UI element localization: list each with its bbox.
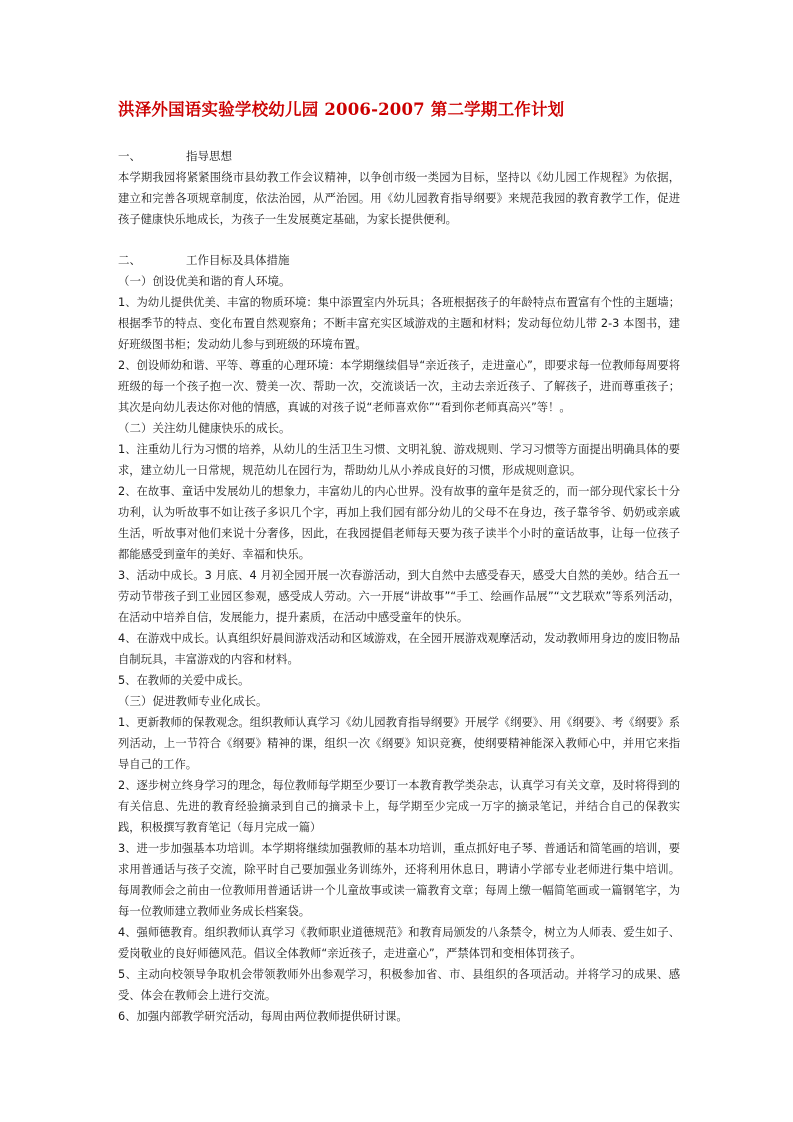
subsection-2-item: 3、活动中成长。3 月底、4 月初全园开展一次春游活动，到大自然中去感受春天，感受大自然的美妙。结合五一劳动节带孩子到工业园区参观，感受成人劳动。六一开展“讲故事”“手工、绘画作品展”“文艺联欢”等系列活动，在活动中培养自信，发展能力，提升素质，在活动中感受童年的快乐。: [118, 569, 680, 624]
subsection-3-item: 5、主动向校领导争取机会带领教师外出参观学习，积极参加省、市、县组织的各项活动。并将学习的成果、感受、体会在教师会上进行交流。: [118, 968, 680, 1002]
subsection-2-heading: （二）关注幼儿健康快乐的成长。: [118, 421, 291, 435]
section-2-heading: [118, 250, 680, 271]
section-1-title: 指导思想: [186, 149, 232, 163]
document-title: 洪泽外国语实验学校幼儿园 2006-2007 第二学期工作计划: [118, 100, 565, 119]
subsection-3-item: 6、加强内部教学研究活动，每周由两位教师提供研讨课。: [118, 1010, 408, 1023]
section-2-title: 工作目标及具体措施: [186, 253, 290, 267]
subsection-1-heading: （一）创设优美和谐的育人环境。: [118, 274, 291, 288]
section-1-number: 一、: [118, 149, 141, 163]
subsection-2-item: 5、在教师的关爱中成长。: [118, 674, 250, 687]
subsection-2-item: 1、注重幼儿行为习惯的培养，从幼儿的生活卫生习惯、文明礼貌、游戏规则、学习习惯等方面提出明确具体的要求，建立幼儿一日常规，规范幼儿在园行为，帮助幼儿从小养成良好的习惯，形成规则意识。: [118, 443, 680, 477]
subsection-1-item: 1、为幼儿提供优美、丰富的物质环境：集中添置室内外玩具；各班根据孩子的年龄特点布置富有个性的主题墙；根据季节的特点、变化布置自然观察角；不断丰富充实区域游戏的主题和材料；发动每位幼儿带 2-3 本图书，建好班级图书柜；发动幼儿参与到班级的环境布置。: [118, 296, 680, 351]
subsection-3-item: 1、更新教师的保教观念。组织教师认真学习《幼儿园教育指导纲要》开展学《纲要》、用《纲要》、考《纲要》系列活动，上一节符合《纲要》精神的课，组织一次《纲要》知识竞赛，使纲要精神能深入教师心中，并用它来指导自己的工作。: [118, 716, 680, 771]
subsection-3-item: 3、进一步加强基本功培训。本学期将继续加强教师的基本功培训，重点抓好电子琴、普通话和简笔画的培训，要求用普通话与孩子交流，除平时自己要加强业务训练外，还将利用休息日，聘请小学部专业老师进行集中培训。每周教师会之前由一位教师用普通话讲一个儿童故事或读一篇教育文章；每周上缴一幅简笔画或一篇钢笔字，为每一位教师建立教师业务成长档案袋。: [118, 842, 680, 918]
subsection-3-item: 4、强师德教育。组织教师认真学习《教师职业道德规范》和教育局颁发的八条禁令，树立为人师表、爱生如子、爱岗敬业的良好师德风范。倡议全体教师“亲近孩子，走进童心”，严禁体罚和变相体罚孩子。: [118, 926, 680, 960]
subsection-2-item: 2、在故事、童话中发展幼儿的想象力，丰富幼儿的内心世界。没有故事的童年是贫乏的，而一部分现代家长十分功利，认为听故事不如让孩子多识几个字，再加上我们园有部分幼儿的父母不在身边，孩子靠爷爷、奶奶或亲戚生活，听故事对他们来说十分奢侈，因此，在我园提倡老师每天要为孩子读半个小时的童话故事，让每一位孩子都能感受到童年的美好、幸福和快乐。: [118, 485, 680, 561]
subsection-1-item: 2、创设师幼和谐、平等、尊重的心理环境：本学期继续倡导“亲近孩子，走进童心”，即要求每一位教师每周要将班级的每一个孩子抱一次、赞美一次、帮助一次，交流谈话一次，主动去亲近孩子、了解孩子，进而尊重孩子；其次是向幼儿表达你对他的情感，真诚的对孩子说“老师喜欢你”“看到你老师真高兴”等！。: [118, 359, 680, 414]
section-1-paragraph: 本学期我园将紧紧围绕市县幼教工作会议精神，以争创市级一类园为目标，坚持以《幼儿园工作规程》为依据，建立和完善各项规章制度，依法治园，从严治园。用《幼儿园教育指导纲要》来规范我园的教育教学工作，促进孩子健康快乐地成长，为孩子一生发展奠定基础，为家长提供便利。: [118, 171, 680, 226]
subsection-3-heading: （三）促进教师专业化成长。: [118, 694, 268, 708]
subsection-3-item: 2、逐步树立终身学习的理念，每位教师每学期至少要订一本教育教学类杂志，认真学习有关文章，及时将得到的有关信息、先进的教育经验摘录到自己的摘录卡上，每学期至少完成一万字的摘录笔记，并结合自己的保教实践，积极撰写教育笔记（每月完成一篇）: [118, 779, 680, 834]
subsection-2-item: 4、在游戏中成长。认真组织好晨间游戏活动和区域游戏，在全园开展游戏观摩活动，发动教师用身边的废旧物品自制玩具，丰富游戏的内容和材料。: [118, 632, 680, 666]
document-body: [118, 96, 680, 1027]
section-2-number: 二、: [118, 253, 141, 267]
section-1-heading: [118, 146, 680, 167]
